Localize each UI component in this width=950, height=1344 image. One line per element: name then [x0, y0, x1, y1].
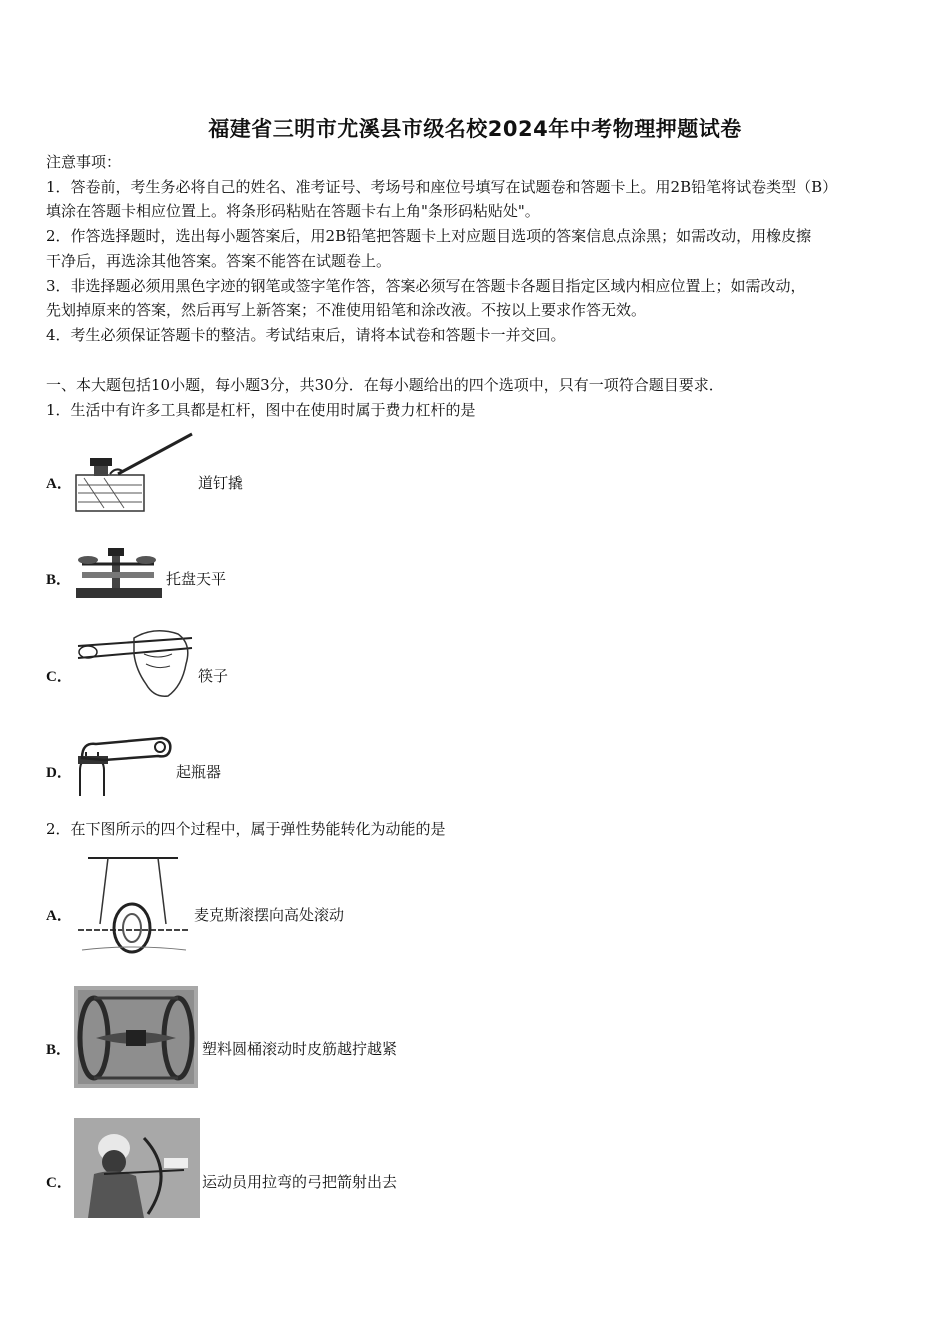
- notice-line: 干净后，再选涂其他答案。答案不能答在试题卷上。: [46, 252, 392, 270]
- chopsticks-figure: [74, 624, 194, 704]
- question-1-stem: 1．生活中有许多工具都是杠杆，图中在使用时属于费力杠杆的是: [46, 401, 476, 419]
- q2-option-c-text: 运动员用拉弯的弓把箭射出去: [202, 1173, 398, 1191]
- q2-option-b-letter: B．: [46, 1042, 72, 1058]
- bottle-opener-figure: [74, 732, 174, 798]
- q2-option-a-text: 麦克斯滚摆向高处滚动: [194, 906, 345, 924]
- q1-option-c-text: 筷子: [198, 667, 229, 685]
- question-2-stem: 2．在下图所示的四个过程中，属于弹性势能转化为动能的是: [46, 820, 446, 838]
- q1-option-d-letter: D．: [46, 765, 72, 781]
- notice-line: 4．考生必须保证答题卡的整洁。考试结束后，请将本试卷和答题卡一并交回。: [46, 326, 566, 344]
- notice-line: 填涂在答题卡相应位置上。将条形码粘贴在答题卡右上角"条形码粘贴处"。: [46, 202, 540, 220]
- section-heading: 一、本大题包括10小题，每小题3分，共30分．在每小题给出的四个选项中，只有一项符合题目要求．: [46, 376, 724, 394]
- archer-photo: [74, 1118, 200, 1218]
- balance-scale-figure: [74, 542, 164, 600]
- rail-spike-lever-figure: [74, 430, 194, 515]
- notice-line: 2．作答选择题时，选出每小题答案后，用2B铅笔把答题卡上对应题目选项的答案信息点涂黑；如需改动，用橡皮擦: [46, 227, 812, 245]
- q2-option-c-letter: C．: [46, 1175, 72, 1191]
- q2-option-a-letter: A．: [46, 908, 72, 924]
- notice-line: 1．答卷前，考生务必将自己的姓名、准考证号、考场号和座位号填写在试题卷和答题卡上。用2B铅笔将试卷类型（B）: [46, 178, 838, 196]
- maxwell-wheel-figure: [74, 852, 194, 954]
- q1-option-b-letter: B．: [46, 572, 72, 588]
- page-title: 福建省三明市尤溪县市级名校2024年中考物理押题试卷: [208, 117, 742, 141]
- plastic-drum-photo: [74, 986, 198, 1088]
- q2-option-b-text: 塑料圆桶滚动时皮筋越拧越紧: [202, 1040, 398, 1058]
- notice-line: 先划掉原来的答案，然后再写上新答案；不准使用铅笔和涂改液。不按以上要求作答无效。: [46, 301, 647, 319]
- q1-option-a-text: 道钉撬: [198, 474, 244, 492]
- q1-option-b-text: 托盘天平: [166, 570, 227, 588]
- notice-heading: 注意事项：: [46, 153, 122, 171]
- q1-option-d-text: 起瓶器: [176, 763, 222, 781]
- q1-option-a-letter: A．: [46, 476, 72, 492]
- q1-option-c-letter: C．: [46, 669, 72, 685]
- notice-line: 3．非选择题必须用黑色字迹的钢笔或签字笔作答，答案必须写在答题卡各题目指定区域内相应位置上；如需改动，: [46, 277, 806, 295]
